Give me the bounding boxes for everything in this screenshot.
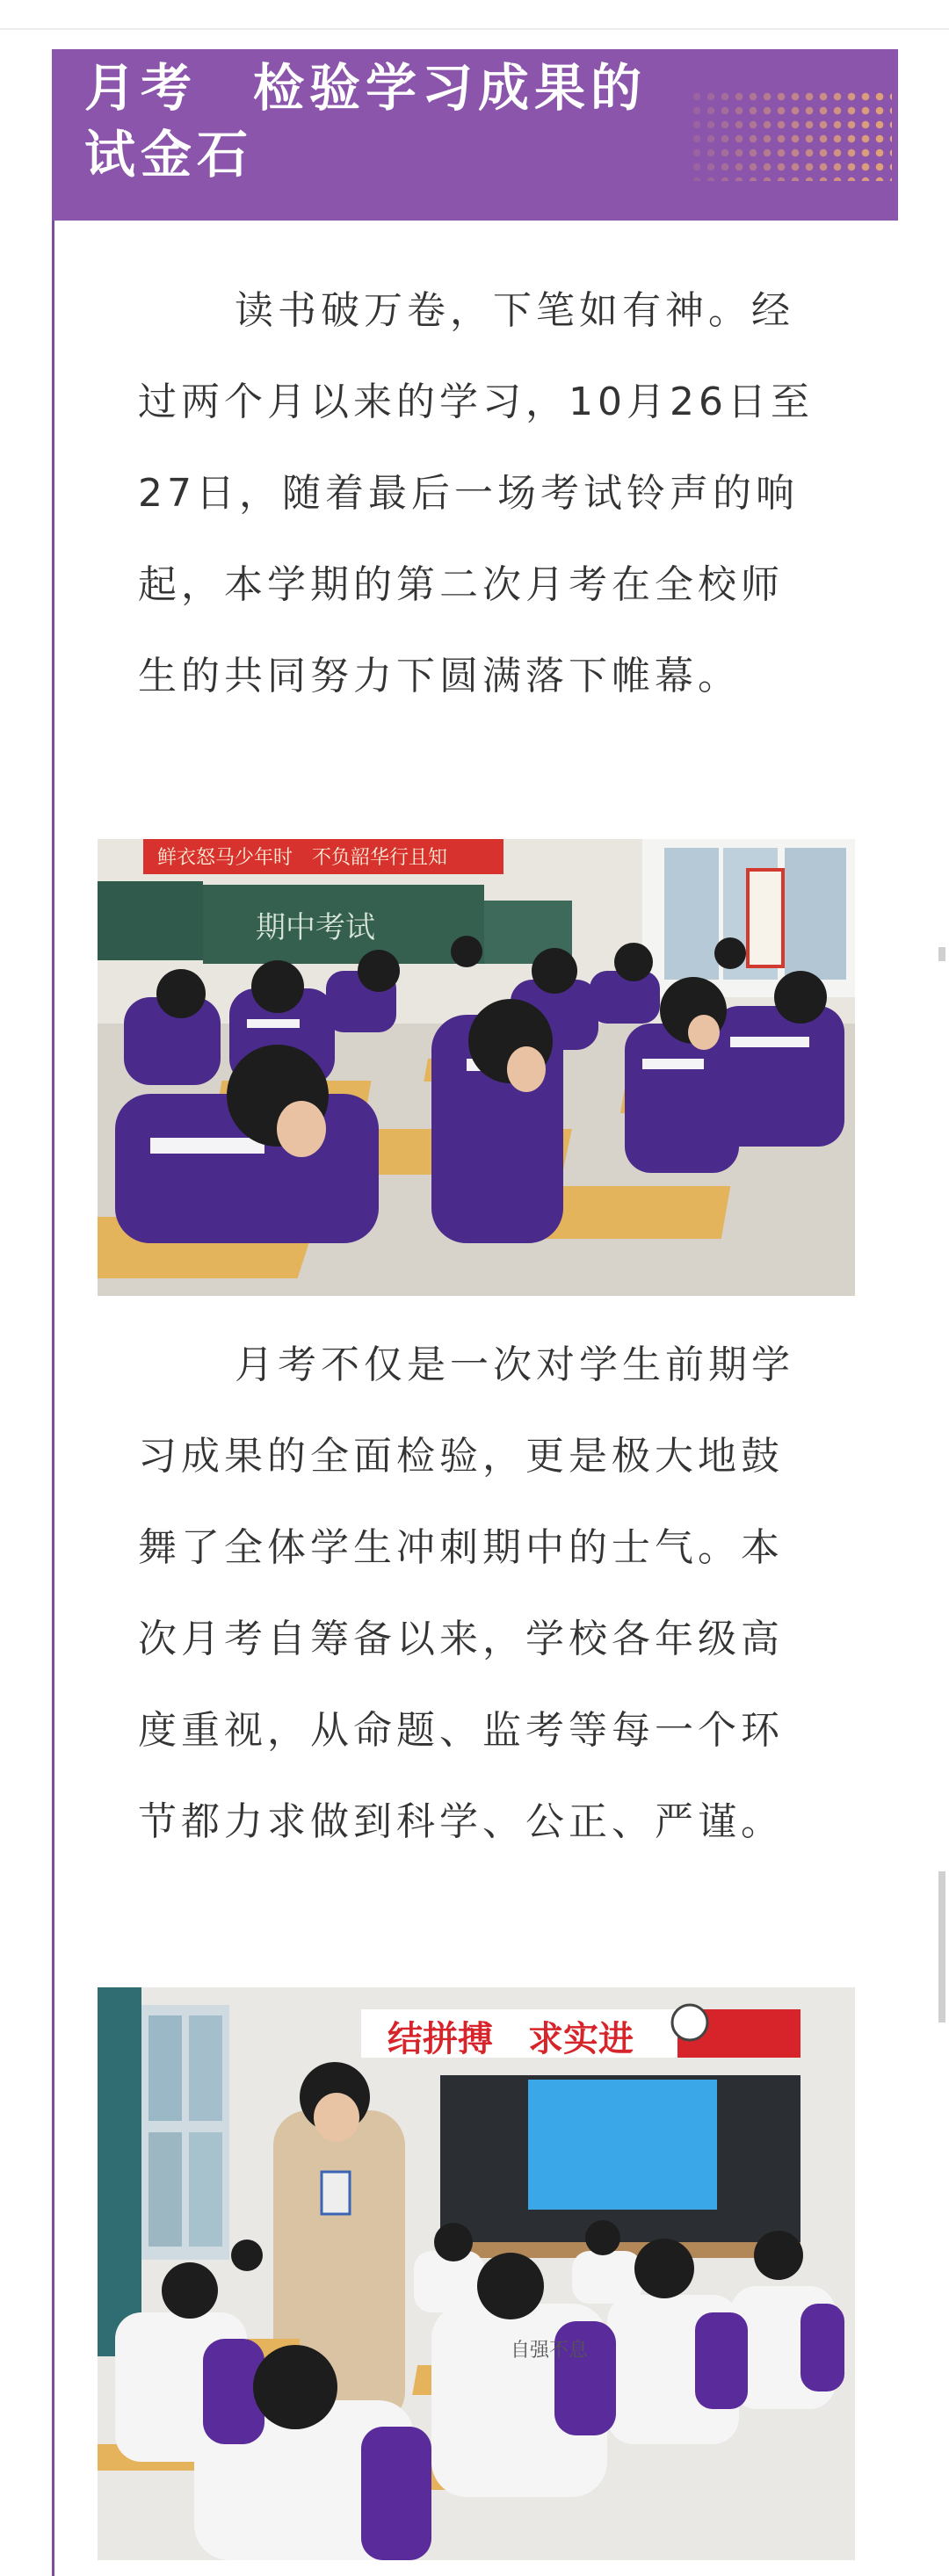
curtain <box>98 1987 141 2356</box>
scrollbar-marker-top <box>938 947 945 961</box>
uniform-text: 自强不息 <box>511 2340 589 2362</box>
top-bar <box>0 0 949 30</box>
blackboard-left <box>98 881 203 960</box>
scrollbar-thumb[interactable] <box>938 1871 945 2022</box>
article-frame-border <box>52 53 54 2576</box>
red-banner-text: 鲜衣怒马少年时 不负韶华行且知 <box>157 847 448 869</box>
exam-classroom-photo-1[interactable] <box>98 839 855 1296</box>
exam-classroom-photo-2[interactable] <box>98 1987 855 2560</box>
article-paragraph-1: 读书破万卷，下笔如有神。经过两个月以来的学习，10月26日至27日，随着最后一场考试铃声的响起，本学期的第二次月考在全校师生的共同努力下圆满落下帷幕。 <box>138 288 814 698</box>
dot-pattern-decoration <box>690 90 892 181</box>
article-title: 月考 检验学习成果的 试金石 <box>84 58 648 185</box>
board-text: 期中考试 <box>256 910 375 945</box>
red-slogan: 结拼搏 求实进 <box>388 2019 634 2059</box>
article-paragraph-2: 月考不仅是一次对学生前期学习成果的全面检验，更是极大地鼓舞了全体学生冲刺期中的士气。本次月考自筹备以来，学校各年级高度重视，从命题、监考等每一个环节都力求做到科学、公正、严谨。 <box>138 1342 794 1844</box>
wall-clock-icon <box>672 2005 707 2040</box>
projector-screen <box>528 2080 717 2210</box>
